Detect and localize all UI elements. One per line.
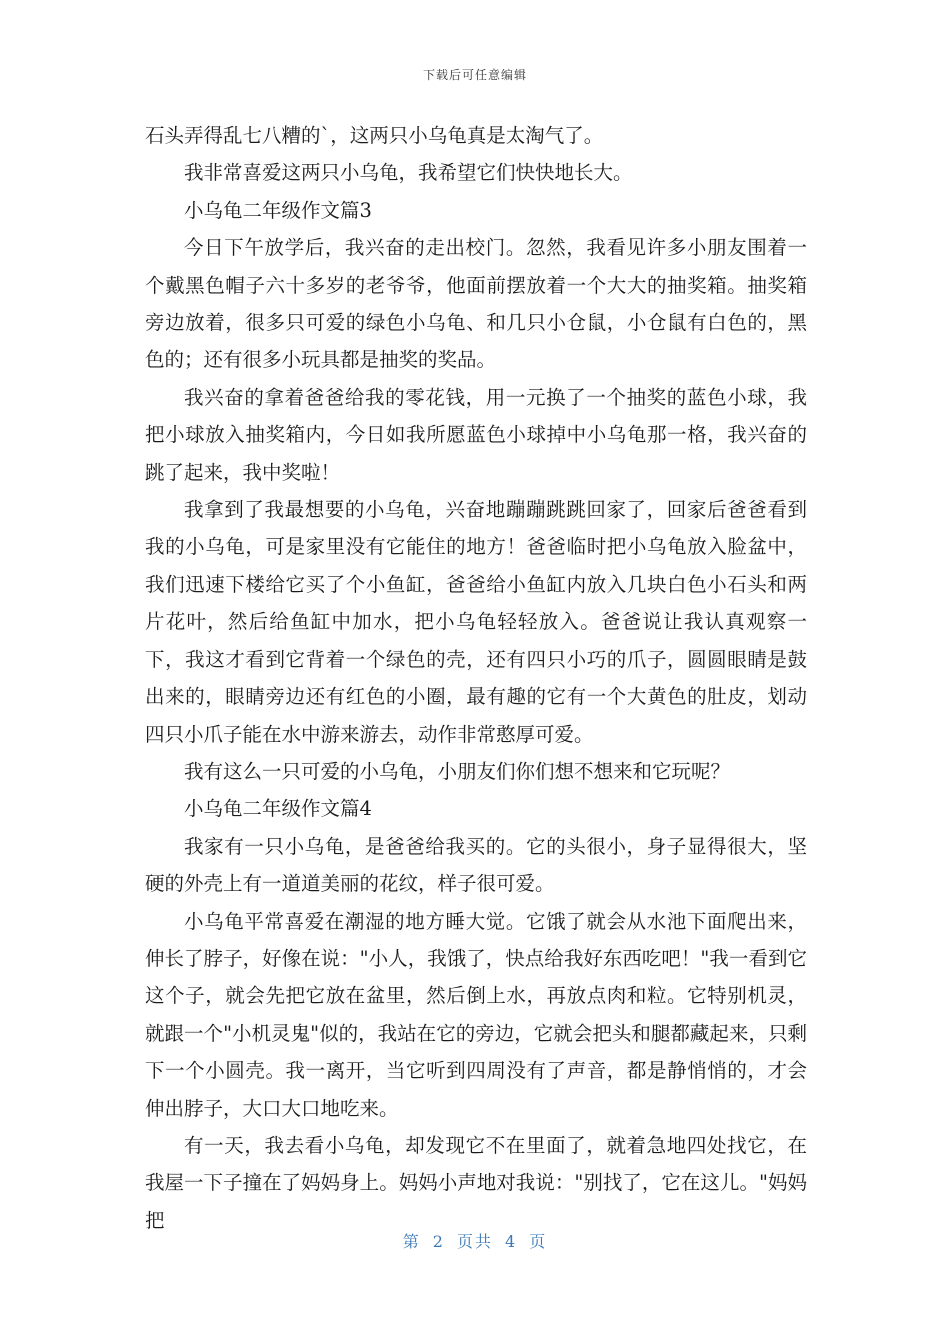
total-pages-number: 4 xyxy=(505,1232,518,1251)
document-body xyxy=(145,117,807,1239)
page-label-suffix: 页 xyxy=(529,1232,548,1251)
paragraph: 有一天，我去看小乌龟，却发现它不在里面了，就着急地四处找它，在我屋一下子撞在了妈妈身上。妈妈小声地对我说："别找了，它在这儿。"妈妈把 xyxy=(145,1133,807,1232)
paragraph: 我兴奋的拿着爸爸给我的零花钱，用一元换了一个抽奖的蓝色小球，我把小球放入抽奖箱内，今日如我所愿蓝色小球掉中小乌龟那一格，我兴奋的跳了起来，我中奖啦！ xyxy=(145,385,807,484)
page-footer xyxy=(0,1229,950,1252)
current-page-number: 2 xyxy=(432,1232,445,1251)
section-heading: 小乌龟二年级作文篇4 xyxy=(184,797,372,821)
page-label-prefix: 第 xyxy=(402,1232,421,1251)
section-heading: 小乌龟二年级作文篇3 xyxy=(184,198,372,222)
paragraph: 今日下午放学后，我兴奋的走出校门。忽然，我看见许多小朋友围着一个戴黑色帽子六十多岁的老爷爷，他面前摆放着一个大大的抽奖箱。抽奖箱旁边放着，很多只可爱的绿色小乌龟、和几只小仓鼠，小仓鼠有白色的，黑色的；还有很多小玩具都是抽奖的奖品。 xyxy=(145,236,807,372)
paragraph: 我有这么一只可爱的小乌龟，小朋友们你们想不想来和它玩呢？ xyxy=(184,759,731,783)
paragraph: 小乌龟平常喜爱在潮湿的地方睡大觉。它饿了就会从水池下面爬出来，伸长了脖子，好像在说："小人，我饿了，快点给我好东西吃吧！"我一看到它这个子，就会先把它放在盆里，然后倒上水，再放点肉和粒。它特别机灵，就跟一个"小机灵鬼"似的，我站在它的旁边，它就会把头和腿都藏起来，只剩下一个小圆壳。我一离开，当它听到四周没有了声音，都是静悄悄的，才会伸出脖子，大口大口地吃来。 xyxy=(145,909,807,1120)
paragraph: 我拿到了我最想要的小乌龟，兴奋地蹦蹦跳跳回家了，回家后爸爸看到我的小乌龟，可是家里没有它能住的地方！爸爸临时把小乌龟放入脸盆中，我们迅速下楼给它买了个小鱼缸，爸爸给小鱼缸内放入几块白色小石头和两片花叶，然后给鱼缸中加水，把小乌龟轻轻放入。爸爸说让我认真观察一下，我这才看到它背着一个绿色的壳，还有四只小巧的爪子，圆圆眼睛是鼓出来的，眼睛旁边还有红色的小圈，最有趣的它有一个大黄色的肚皮，划动四只小爪子能在水中游来游去，动作非常憨厚可爱。 xyxy=(145,498,807,746)
paragraph: 我非常喜爱这两只小乌龟，我希望它们快快地长大。 xyxy=(184,161,633,185)
page-header: 下载后可任意编辑 xyxy=(422,68,527,82)
paragraph-continuation: 石头弄得乱七八糟的`，这两只小乌龟真是太淘气了。 xyxy=(145,124,604,147)
paragraph: 我家有一只小乌龟，是爸爸给我买的。它的头很小，身子显得很大，坚硬的外壳上有一道道美丽的花纹，样子很可爱。 xyxy=(145,834,807,896)
page-label-middle: 页共 xyxy=(456,1232,493,1251)
